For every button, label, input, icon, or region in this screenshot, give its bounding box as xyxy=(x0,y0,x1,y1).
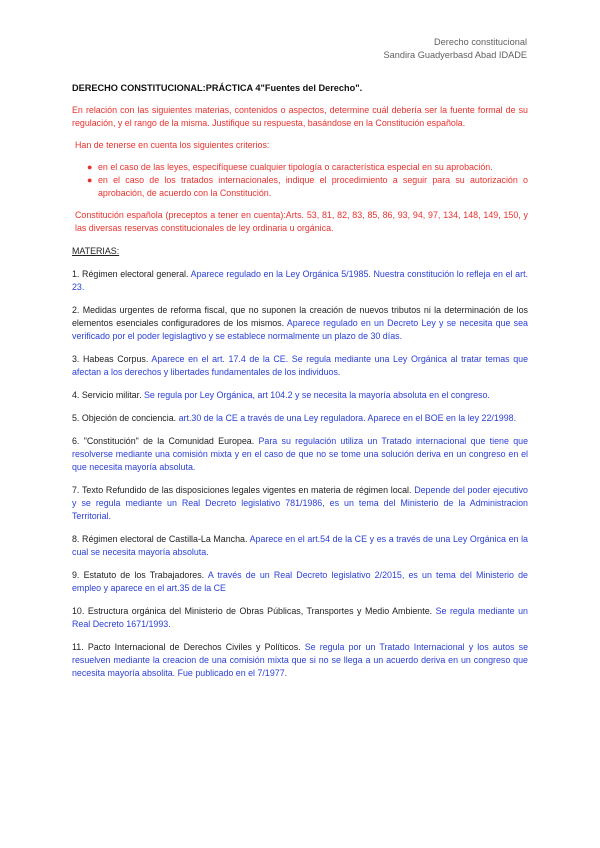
list-item xyxy=(72,533,528,559)
list-item xyxy=(72,605,528,631)
list-item xyxy=(72,304,528,343)
document-body xyxy=(72,82,528,690)
criteria-text: en el caso de las leyes, especifíquese cualquier tipología o característica especial en su aprobación. xyxy=(98,162,493,172)
materias-list xyxy=(72,268,528,680)
item-question: 10. Estructura orgánica del Ministerio de Obras Públicas, Transportes y Medio Ambiente. xyxy=(72,606,433,616)
item-answer: A través de un Real Decreto legislativo 2/2015, es un tema del Ministerio de empleo y aparece en el art.35 de la CE xyxy=(72,570,528,593)
item-answer: art.30 de la CE a través de una Ley reguladora. Aparece en el BOE en la ley 22/1998. xyxy=(178,413,517,423)
list-item xyxy=(72,484,528,523)
item-question: 6. "Constitución" de la Comunidad Europea. xyxy=(72,436,255,446)
list-item xyxy=(72,435,528,474)
criteria-item xyxy=(72,161,528,174)
item-question: 5. Objeción de conciencia. xyxy=(72,413,177,423)
header-course: Derecho constitucional xyxy=(434,37,527,47)
list-item xyxy=(72,412,528,425)
criteria-item xyxy=(72,174,528,200)
list-item xyxy=(72,353,528,379)
document-title: DERECHO CONSTITUCIONAL:PRÁCTICA 4"Fuentes del Derecho". xyxy=(72,83,363,93)
header-author: Sandira Guadyerbasd Abad IDADE xyxy=(383,50,527,60)
item-answer: Se regula por un Tratado Internacional y los autos se resuelven mediante la creacion de una comisión mixta que si no se llega a un acuerdo deriva en un congreso que necesita mayoría absolita. Fue publicado en el 7/1977. xyxy=(72,642,529,678)
precepts-paragraph: Constitución española (preceptos a tener en cuenta):Arts. 53, 81, 82, 83, 85, 86, 93, 94, 97, 134, 148, 149, 150, y las diversas reservas constitucionales de ley ordinaria u orgánica. xyxy=(75,210,528,233)
item-answer: Para su regulación utiliza un Tratado internacional que tiene que resolverse mediante una comisión mixta y en el caso de que no se tome una solución deriva en un congreso en el que necesita mayoría absoluta. xyxy=(72,436,529,472)
item-question: 9. Estatuto de los Trabajadores. xyxy=(72,570,205,580)
item-question: 1. Régimen electoral general. xyxy=(72,269,189,279)
item-question: 2. Medidas urgentes de reforma fiscal, que no suponen la creación de nuevos tributos ni la determinación de los elementos esenciales configuradores de los mismos. xyxy=(72,305,528,328)
criteria-text: en el caso de los tratados internacionales, indique el procedimiento a seguir para su autorización o aprobación, de acuerdo con la Constitución. xyxy=(98,175,528,198)
list-item xyxy=(72,389,528,402)
item-question: 4. Servicio militar. xyxy=(72,390,142,400)
list-item xyxy=(72,569,528,595)
bullet-dot-icon: ● xyxy=(87,175,93,185)
materias-heading: MATERIAS: xyxy=(72,246,120,256)
page-header xyxy=(207,36,527,62)
item-answer: Aparece regulado en un Decreto Ley y se necesita que sea verificado por el poder legislagtivo y se establece normalmente un plazo de 30 días. xyxy=(72,318,528,341)
list-item xyxy=(72,641,528,680)
item-question: 8. Régimen electoral de Castilla-La Mancha. xyxy=(72,534,248,544)
item-answer: Se regula por Ley Orgánica, art 104.2 y se necesita la mayoría absoluta en el congreso. xyxy=(144,390,490,400)
intro-paragraph: En relación con las siguientes materias, contenidos o aspectos, determine cuál debería ser la fuente formal de su regulación, y el rango de la misma. Justifique su respuesta, basándose en la Constitución española. xyxy=(72,105,528,128)
item-question: 3. Habeas Corpus. xyxy=(72,354,149,364)
criteria-list xyxy=(72,161,528,200)
item-answer: Aparece en el art.54 de la CE y es a través de una Ley Orgánica en la cual se necesita mayoría absoluta. xyxy=(72,534,528,557)
list-item xyxy=(72,268,528,294)
item-answer: Aparece en el art. 17.4 de la CE. Se regula mediante una Ley Orgánica al tratar temas que afectan a los derechos y libertades fundamentales de los individuos. xyxy=(72,354,529,377)
item-answer: Se regula mediante un Real Decreto 1671/1993. xyxy=(72,606,528,629)
item-answer: Depende del poder ejecutivo y se regula mediante un Real Decreto legislativo 781/1986, es un tema del Ministerio de la Administracion Territorial. xyxy=(72,485,528,521)
item-question: 7. Texto Refundido de las disposiciones legales vigentes en materia de régimen local. xyxy=(72,485,412,495)
item-question: 11. Pacto Internacional de Derechos Civiles y Políticos. xyxy=(72,642,301,652)
item-answer: Aparece regulado en la Ley Orgánica 5/1985. Nuestra constitución lo refleja en el art. 23. xyxy=(72,269,528,292)
bullet-dot-icon: ● xyxy=(87,162,93,172)
criteria-intro: Han de tenerse en cuenta los siguientes criterios: xyxy=(75,140,270,150)
